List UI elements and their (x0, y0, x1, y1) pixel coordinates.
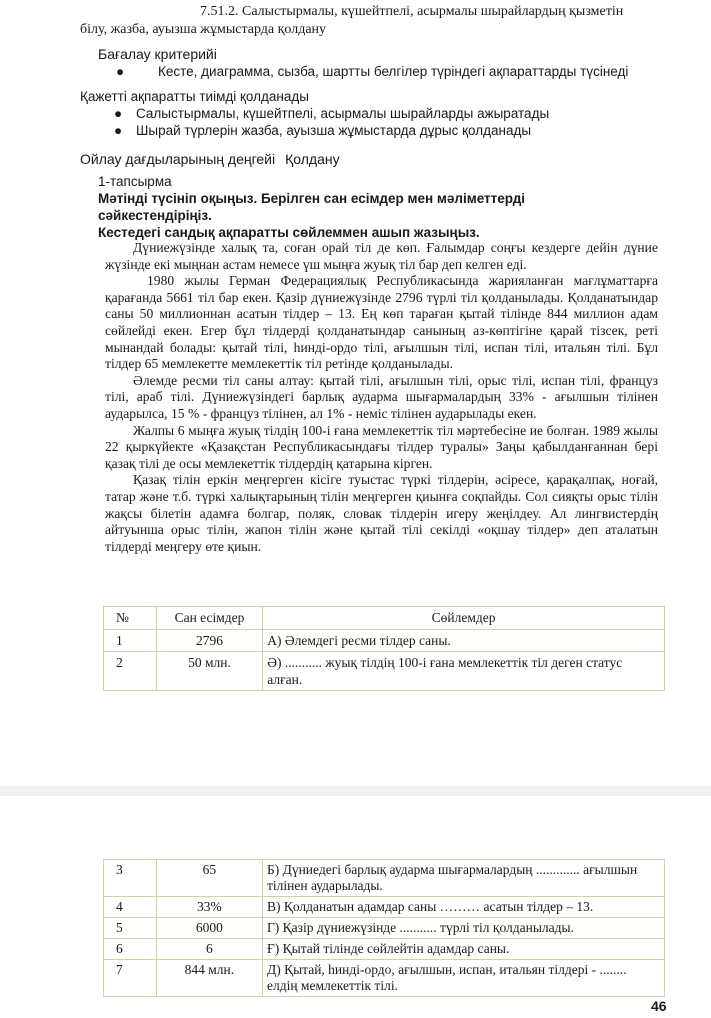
header-numerals: Сан есімдер (156, 607, 262, 630)
paragraph: Қазақ тілін еркін меңгерген кісіге туыстас түркі тілдерін, әсіресе, қарақалпақ, ноғай, татар және т.б. түркі халықтарының тілін меңгерген қиынға соқпайды. Сол сияқты орыс тілін жақсы білетін адамға болгар, поляк, словак тілдерін игеру жеңілдеу. Ал лингвистердің айтуынша орыс тілін, жапон тілін және қытай тілі секілді «оқшау тілдер» деп аталатын тілдерді меңгеру өте қиын. (105, 472, 658, 554)
paragraph: Жалпы 6 мыңға жуық тілдің 100-і ғана мемлекеттік тіл мәртебесіне ие болған. 1989 жылы 22 қыркүйекте «Қазақстан Республикасындағы тілдер туралы» Заңы қабылданғаннан бері қазақ тілі де осы мемлекеттік тілдердің қатарына кірген. (105, 422, 658, 471)
thinking-level: Ойлау дағдыларының деңгейі Қолдану (80, 151, 340, 167)
requirement-item: ● Шырай түрлерін жазба, ауызша жұмыстарда дұрыс қолданады (114, 123, 532, 138)
table-row: 2 50 млн. Ә) ........... жуық тілдің 100-і ғана мемлекеттік тіл деген статус алған. (104, 652, 665, 691)
bullet-icon: ● (114, 106, 123, 121)
bullet-icon: ● (114, 123, 123, 138)
table-row: 3 65 Б) Дүниедегі барлық аударма шығармалардың ............. ағылшын тілінен аударылады. (104, 860, 665, 897)
page-number: 46 (651, 998, 667, 1014)
table-header-row (104, 607, 665, 630)
header-sentences: Сөйлемдер (263, 607, 665, 630)
requirements-title: Қажетті ақпаратты тиімді қолданады (80, 89, 309, 104)
table-row: 6 6 Ғ) Қытай тілінде сөйлейтін адамдар саны. (104, 939, 665, 960)
table-row: 5 6000 Г) Қазір дүниежүзінде ........... түрлі тіл қолданылады. (104, 918, 665, 939)
criteria-item: ● Кесте, диаграмма, сызба, шартты белгілер түріндегі ақпараттарды түсінеді (116, 64, 629, 79)
table-row: 1 2796 А) Әлемдегі ресми тілдер саны. (104, 630, 665, 652)
task-description: Мәтінді түсініп оқыңыз. Берілген сан есімдер мен мәліметтерді сәйкестендіріңіз. Кестедегі сандық ақпаратты сөйлеммен ашып жазыңыз. (98, 191, 526, 240)
matching-table (103, 606, 665, 691)
matching-table-continued (103, 859, 665, 997)
requirement-item: ● Салыстырмалы, күшейтпелі, асырмалы шырайларды ажыратады (114, 106, 550, 121)
paragraph: Әлемде ресми тіл саны алтау: қытай тілі, ағылшын тілі, орыс тілі, испан тілі, француз тілі, араб тілі. Дүниежүзіндегі барлық аударма шығармалардың 33% - ағылшын тілінен аударылса, 15 % - француз тілінен, ал 1% - неміс тілінен аударылады екен. (105, 372, 658, 421)
bullet-icon: ● (116, 64, 125, 79)
table-row: 7 844 млн. Д) Қытай, һинді-ордо, ағылшын, испан, итальян тілдері - ........ елдің мемлекеттік тілі. (104, 960, 665, 997)
objective-line-2: білу, жазба, ауызша жұмыстарда қолдану (80, 22, 327, 37)
criteria-title: Бағалау критерийі (98, 46, 217, 62)
page-separator (0, 786, 711, 796)
reading-text (105, 240, 658, 555)
paragraph: 1980 жылы Герман Федерациялық Республикасында жарияланған мағлұматтарға қарағанда 5661 тіл бар екен. Қазір дүниежүзінде 2796 түрлі тіл қолданылады. Қолданатындар саны 50 миллионнан асатын тілдер – 13. Ең көп тараған қытай тілінде 844 миллион адам сөйлейді екен. Егер бұл тілдерді қолданатындар санының аз-көптігіне қарай тізсек, реті мынандай болады: қытай тілі, һинді-ордо тілі, ағылшын тілі, испан тілі, итальян тілі. Бұл тілдер 65 мемлекетте мемлекеттік тіл ретінде қолданылады. (105, 273, 658, 372)
objective-line-1: 7.51.2. Салыстырмалы, күшейтпелі, асырмалы шырайлардың қызметін (200, 4, 624, 19)
paragraph: Дүниежүзінде халық та, соған орай тіл де көп. Ғалымдар соңғы кездерге дейін дүние жүзінде екі мыңнан астам немесе үш мыңға жуық тіл бар деп келген еді. (105, 240, 658, 272)
table-row: 4 33% В) Қолданатын адамдар саны ……… асатын тілдер – 13. (104, 897, 665, 918)
header-number: № (104, 607, 157, 630)
task-title: 1-тапсырма (98, 174, 172, 189)
